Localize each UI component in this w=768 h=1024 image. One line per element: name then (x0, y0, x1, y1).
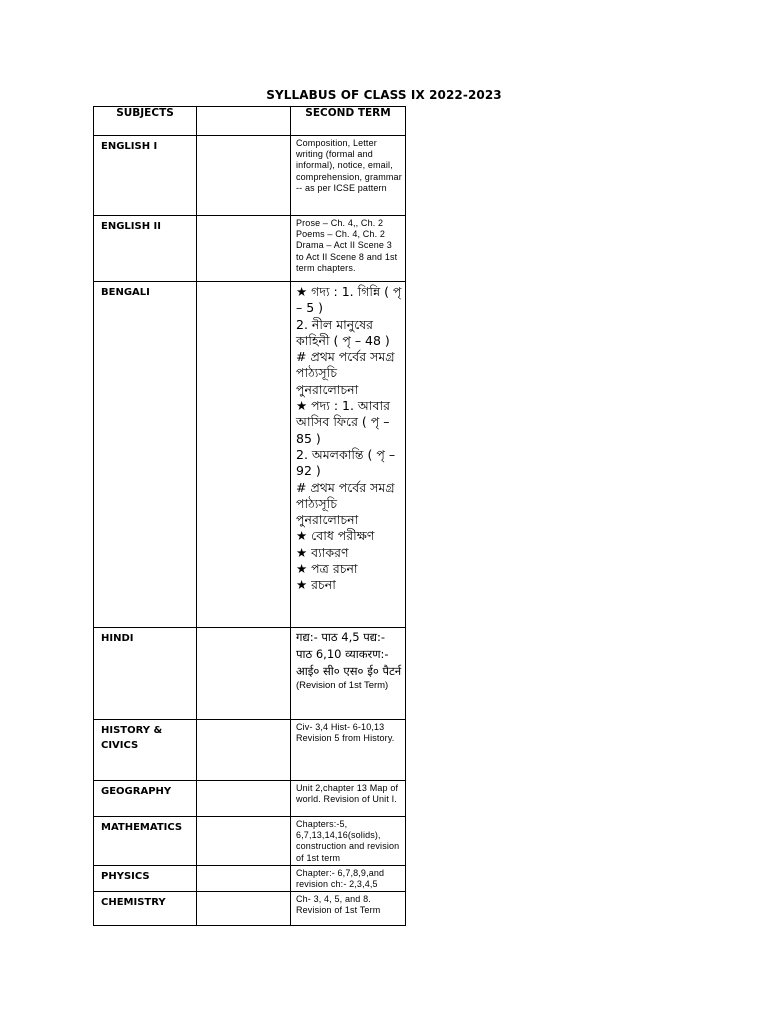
subject-cell: ENGLISH II (94, 216, 197, 282)
subject-cell: BENGALI (94, 282, 197, 628)
empty-cell (197, 720, 291, 781)
table-row (94, 136, 406, 216)
second-term-cell: Chapter:- 6,7,8,9,and revision ch:- 2,3,4,5 (291, 865, 406, 891)
empty-cell (197, 282, 291, 628)
subject-cell: ENGLISH I (94, 136, 197, 216)
hindi-revision-note: (Revision of 1st Term) (296, 680, 389, 691)
subject-cell: GEOGRAPHY (94, 781, 197, 817)
table-row (94, 865, 406, 891)
empty-cell (197, 628, 291, 720)
header-second-term: SECOND TERM (291, 107, 406, 136)
subject-cell: MATHEMATICS (94, 817, 197, 866)
syllabus-table (93, 106, 406, 926)
empty-cell (197, 781, 291, 817)
table-row (94, 781, 406, 817)
second-term-cell: Civ- 3,4 Hist- 6-10,13 Revision 5 from History. (291, 720, 406, 781)
page-title: SYLLABUS OF CLASS IX 2022-2023 (266, 88, 502, 102)
table-row (94, 817, 406, 866)
subject-cell: HISTORY & CIVICS (94, 720, 197, 781)
table-header-row (94, 107, 406, 136)
header-empty (197, 107, 291, 136)
table-row (94, 628, 406, 720)
empty-cell (197, 136, 291, 216)
table-row (94, 216, 406, 282)
table-row (94, 282, 406, 628)
second-term-cell: Composition, Letter writing (formal and informal), notice, email, comprehension, grammar -- as per ICSE pattern (291, 136, 406, 216)
empty-cell (197, 216, 291, 282)
second-term-cell: Prose – Ch. 4,, Ch. 2 Poems – Ch. 4, Ch. 2 Drama – Act II Scene 3 to Act II Scene 8 and 1st term chapters. (291, 216, 406, 282)
empty-cell (197, 865, 291, 891)
second-term-cell: Unit 2,chapter 13 Map of world. Revision of Unit I. (291, 781, 406, 817)
table-row (94, 892, 406, 926)
second-term-cell: Chapters:-5, 6,7,13,14,16(solids), construction and revision of 1st term (291, 817, 406, 866)
empty-cell (197, 817, 291, 866)
subject-cell: CHEMISTRY (94, 892, 197, 926)
table-row (94, 720, 406, 781)
subject-cell: HINDI (94, 628, 197, 720)
second-term-cell: ★ গদ্য : 1. গিন্নি ( পৃ – 5 ) 2. নীল মানুষের কাহিনী ( পৃ – 48 ) # প্রথম পর্বের সমগ্র পাঠ্যসূচি পুনরালোচনা ★ পদ্য : 1. আবার আসিব ফিরে ( পৃ – 85 ) 2. অমলকান্তি ( পৃ – 92 ) # প্রথম পর্বের সমগ্র পাঠ্যসূচি পুনরালোচনা ★ বোধ পরীক্ষণ ★ ব্যাকরণ ★ পত্র রচনা ★ রচনা (291, 282, 406, 628)
hindi-syllabus-text: गद्य:- पाठ 4,5 पद्य:- पाठ 6,10 व्याकरण:- आई० सी० एस० ई० पैटर्न (296, 630, 402, 678)
subject-cell: PHYSICS (94, 865, 197, 891)
second-term-cell: Ch- 3, 4, 5, and 8. Revision of 1st Term (291, 892, 406, 926)
second-term-cell (291, 628, 406, 720)
empty-cell (197, 892, 291, 926)
header-subjects: SUBJECTS (94, 107, 197, 136)
